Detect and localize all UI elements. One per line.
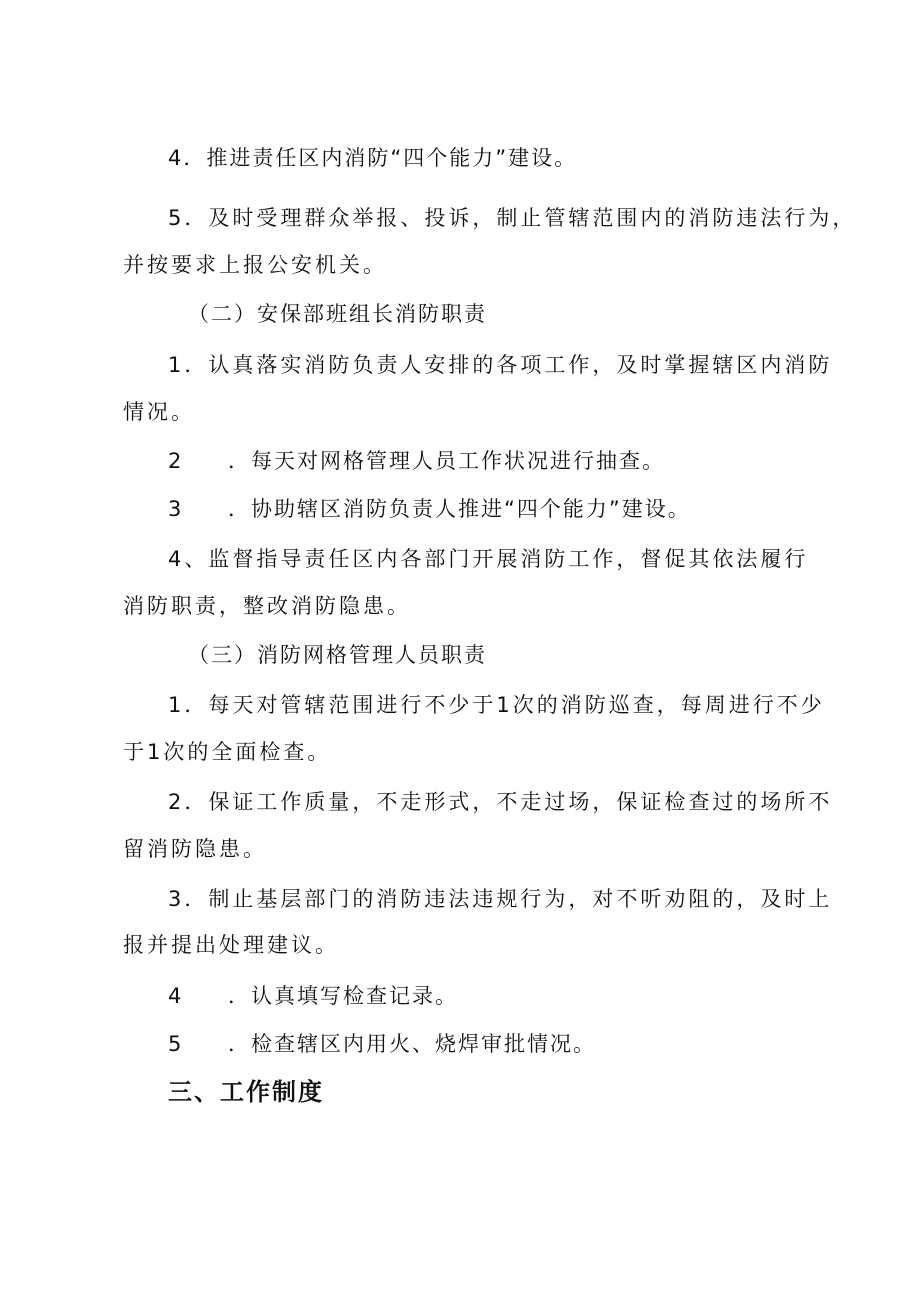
item-number: 2 [168, 449, 184, 473]
item-text: ．每天对网格管理人员工作状况进行抽查。 [228, 449, 665, 473]
paragraph-grid-item-2-line1: 2．保证工作质量，不走形式，不走过场，保证检查过的场所不 [168, 790, 833, 814]
item-number: 5 [168, 1032, 184, 1056]
subsection-heading-2: （二）安保部班组长消防职责 [188, 302, 487, 326]
paragraph-item-5-report-line1: 5．及时受理群众举报、投诉，制止管辖范围内的消防违法行为， [168, 206, 857, 230]
paragraph-grid-item-5 [168, 1029, 848, 1059]
paragraph-team-item-1-line2: 情况。 [123, 400, 195, 424]
item-number: 4 [168, 984, 184, 1008]
paragraph-team-item-1-line1: 1．认真落实消防负责人安排的各项工作，及时掌握辖区内消防 [168, 353, 833, 377]
item-text: ．协助辖区消防负责人推进“四个能力”建设。 [228, 497, 691, 521]
paragraph-grid-item-2-line2: 留消防隐患。 [123, 837, 267, 861]
paragraph-team-item-4-line1: 4、监督指导责任区内各部门开展消防工作，督促其依法履行 [168, 547, 809, 571]
paragraph-grid-item-3-line2: 报并提出处理建议。 [123, 933, 339, 957]
section-heading-work-rules: 三、工作制度 [168, 1078, 324, 1106]
paragraph-grid-item-1-line1: 1．每天对管辖范围进行不少于1次的消防巡查，每周进行不少 [168, 693, 825, 717]
item-text: ．认真填写检查记录。 [228, 984, 458, 1008]
paragraph-item-4-capability: 4．推进责任区内消防“四个能力”建设。 [168, 146, 578, 170]
item-number: 3 [168, 497, 184, 521]
paragraph-team-item-4-line2: 消防职责，整改消防隐患。 [123, 594, 411, 618]
item-text: ．检查辖区内用火、烧焊审批情况。 [228, 1032, 596, 1056]
subsection-heading-3: （三）消防网格管理人员职责 [188, 643, 487, 667]
paragraph-team-item-3 [168, 494, 848, 524]
paragraph-item-5-report-line2: 并按要求上报公安机关。 [123, 253, 387, 277]
paragraph-grid-item-1-line2: 于1次的全面检查。 [123, 740, 332, 764]
paragraph-grid-item-4 [168, 981, 848, 1011]
paragraph-grid-item-3-line1: 3．制止基层部门的消防违法违规行为，对不听劝阻的，及时上 [168, 887, 833, 911]
paragraph-team-item-2 [168, 446, 848, 476]
